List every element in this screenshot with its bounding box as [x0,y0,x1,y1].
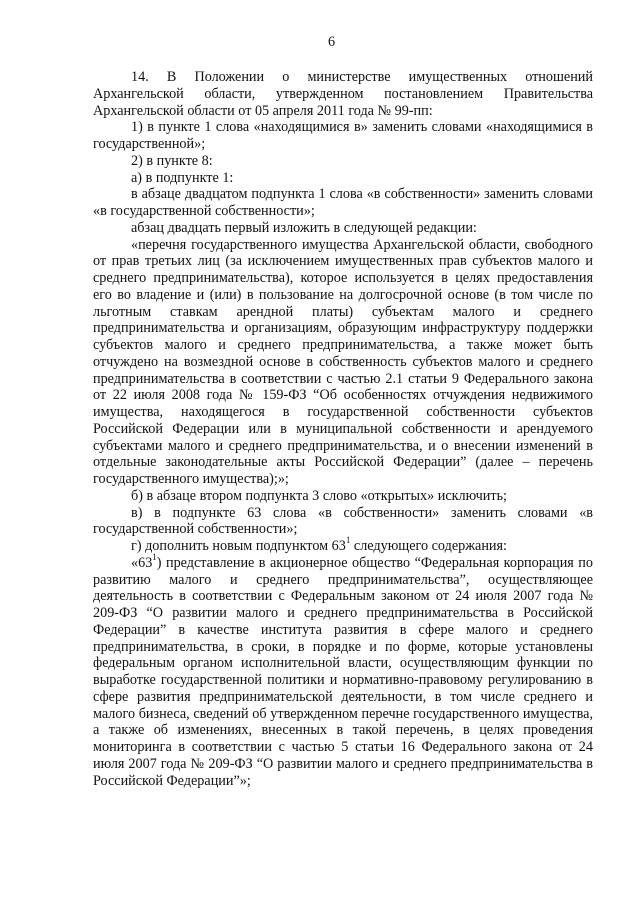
paragraph-subpoint-a: а) в подпункте 1: [131,169,234,186]
paragraph-item-14: 14. В Положении о министерстве имущественных отношений Архангельской области, утвержденном постановлением Правительства Архангельской области от 05 апреля 2011 года № 99-пп: [93,69,593,119]
paragraph-subpoint-g-before: г) дополнить новым подпунктом 63 [131,538,346,554]
page-number: 6 [327,34,336,50]
paragraph-subpoint-g-after: следующего содержания: [350,538,507,554]
paragraph-subpoint-63-1 [93,552,593,790]
paragraph-subpoint-v: в) в подпункте 63 слова «в собственности» заменить словами «в государственной собственности»; [93,504,593,538]
document-body [93,69,593,789]
superscript-mark: 1 [345,535,351,546]
paragraph-63-1-after: ) представление в акционерное общество “Федеральная корпорация по развитию малого и среднего предпринимательства”, осуществляющее деятельность в соответствии с Федеральным законом от 24 июля 2007 года № 209-ФЗ “О развитии малого и среднего предпринимательства в Российской Федерации” в качестве института развития в сфере малого и среднего предпринимательства, в сроки, в порядке и по форме, которые установлены федеральным органом исполнительной власти, осуществляющим функции по выработке государственной политики и нормативно-правовому регулированию в сфере развития предпринимательской деятельности, в том числе среднего и малого бизнеса, сведений об утвержденном перечне государственного имущества, а также об изменениях, внесенных в такой перечень, в целях проведения мониторинга в соответствии с частью 5 статьи 16 Федерального закона от 24 июля 2007 года № 209-ФЗ “О развитии малого и среднего предпринимательства в Российской Федерации”»; [93,554,593,789]
paragraph-abzac-21-intro: абзац двадцать первый изложить в следующей редакции: [131,219,477,236]
paragraph-subpoint-b: б) в абзаце втором подпункта 3 слово «открытых» исключить; [131,487,507,504]
paragraph-abzac-20: в абзаце двадцатом подпункта 1 слова «в собственности» заменить словами «в государственной собственности»; [93,186,593,219]
paragraph-point-2: 2) в пункте 8: [131,152,213,169]
paragraph-point-1: 1) в пункте 1 слова «находящимися в» заменить словами «находящимися в государственной»; [93,119,593,152]
paragraph-new-wording: «перечня государственного имущества Архангельской области, свободного от прав третьих лиц (за исключением имущественных прав субъектов малого и среднего предпринимательства), которое используется в целях предоставления его во владение и (или) в пользование на долгосрочной основе (в том числе по льготным ставкам арендной платы) субъектам малого и среднего предпринимательства и организациям, образующим инфраструктуру поддержки субъектов малого и среднего предпринимательства, а также может быть отчуждено на возмездной основе в собственность субъектов малого и среднего предпринимательства в соответствии с частью 2.1 статьи 9 Федерального закона от 22 июля 2008 года № 159-ФЗ “Об особенностях отчуждения недвижимого имущества, находящегося в государственной собственности субъектов Российской Федерации или в муниципальной собственности и арендуемого субъектами малого и среднего предпринимательства, и о внесении изменений в отдельные законодательные акты Российской Федерации” (далее – перечень государственного имущества);»; [93,236,593,487]
paragraph-subpoint-g [93,535,593,555]
paragraph-63-1-before: «63 [131,554,153,571]
superscript-mark: 1 [152,552,157,563]
